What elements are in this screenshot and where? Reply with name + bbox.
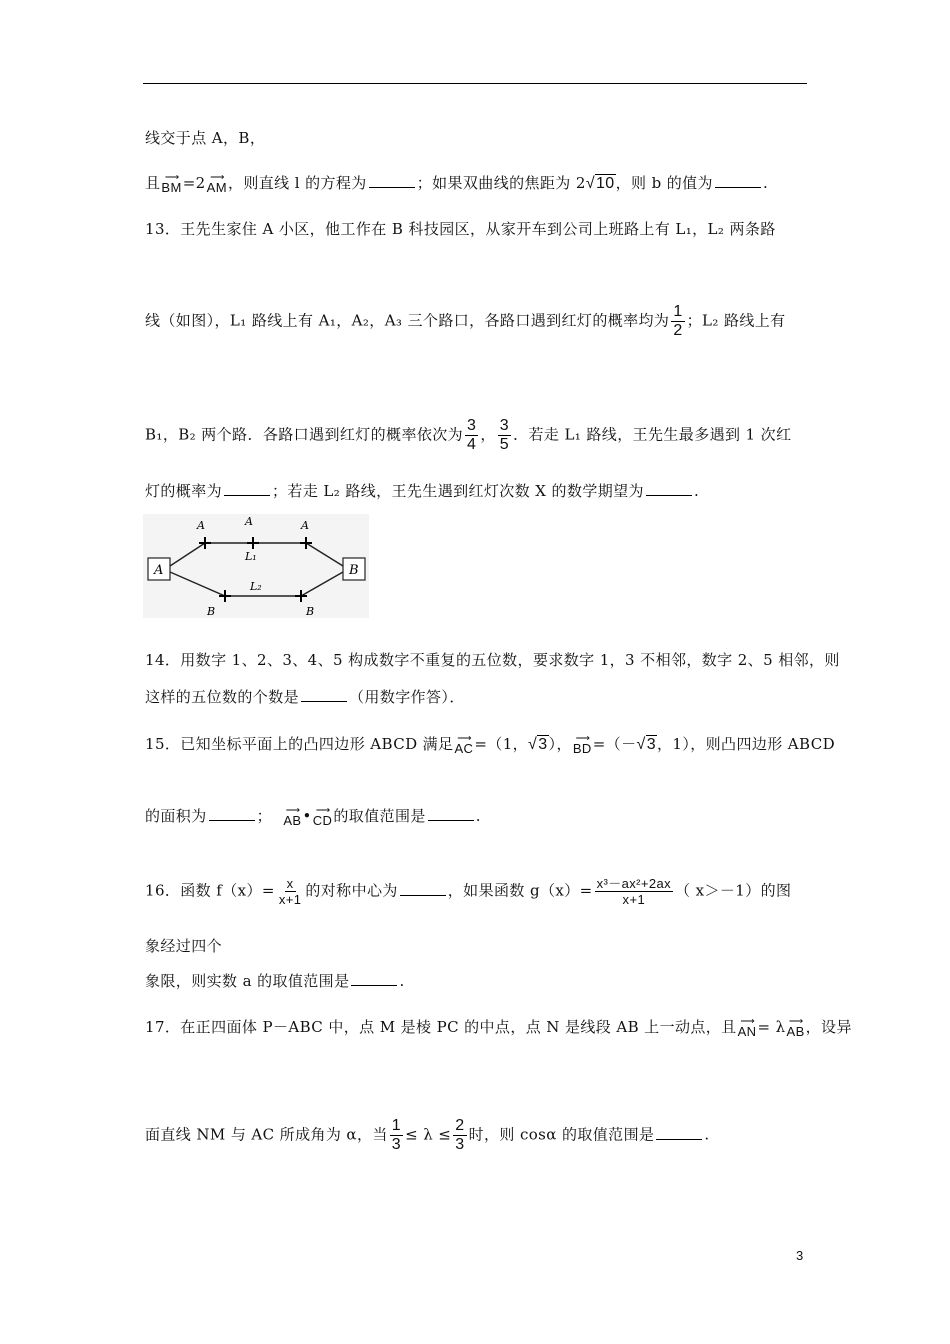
answer-blank (400, 881, 446, 896)
answer-blank (209, 806, 255, 821)
label-a2: A (245, 515, 253, 528)
answer-blank (715, 173, 761, 188)
vector-ab: ⟶ AB (786, 1016, 805, 1039)
header-rule (143, 83, 807, 84)
label-a3: A (301, 519, 309, 532)
q12-line: 且 ⟶ BM =2 ⟶ AM ，则直线 l 的方程为 ；如果双曲线的焦距为 2√10，则 b 的值为 . (145, 172, 769, 195)
answer-blank (224, 481, 270, 496)
answer-blank (646, 481, 692, 496)
vector-an: ⟶ AN (737, 1016, 757, 1039)
vector-bd: ⟶ BD (572, 733, 592, 756)
sqrt-3: √3 (636, 736, 656, 753)
answer-blank (656, 1125, 702, 1140)
q12-continuation: 线交于点 A，B， (145, 129, 266, 147)
sqrt-3: √3 (528, 736, 548, 753)
page-number: 3 (796, 1248, 804, 1263)
fraction-one-third: $\frac{1}{3}$ (391, 1117, 402, 1153)
fraction-f-x: $\frac{x}{x+1}$ (278, 876, 302, 907)
answer-blank (351, 971, 397, 986)
q16-line-3: 象限，则实数 a 的取值范围是 . (145, 972, 405, 990)
q14-line-1: 14．用数字 1、2、3、4、5 构成数字不重复的五位数，要求数字 1，3 不相邻，数字 2、5 相邻，则 (145, 651, 840, 669)
fraction-three-quarters: $\frac{3}{4}$ (467, 417, 477, 453)
label-l2: L₂ (250, 580, 262, 593)
fraction-one-half: $\frac{1}{2}$ (673, 303, 683, 339)
answer-blank (369, 173, 415, 188)
q17-line-2: 面直线 NM 与 AC 所成角为 α，当 $\frac{1}{3}$ ≤ λ ≤ $\frac{2}{3}$ 时，则 cosα 的取值范围是 . (145, 1117, 710, 1153)
q13-line-2: 线（如图），L₁ 路线上有 A₁，A₂，A₃ 三个路口，各路口遇到红灯的概率均为 $\frac{1}{2}$ ；L₂ 路线上有 (145, 303, 786, 339)
answer-blank (428, 806, 474, 821)
q13-line-4: 灯的概率为 ；若走 L₂ 路线，王先生遇到红灯次数 X 的数学期望为 . (145, 482, 700, 500)
label-l1: L₁ (245, 550, 257, 563)
vector-ab: ⟶ AB (283, 805, 302, 828)
vector-bm: ⟶ BM (161, 172, 182, 195)
q15-line-1: 15．已知坐标平面上的凸四边形 ABCD 满足 ⟶ AC =（1，√3）， ⟶ BD =（－√3，1），则凸四边形 ABCD (145, 733, 836, 756)
vector-am: ⟶ AM (206, 172, 227, 195)
label-b1: B (207, 605, 216, 618)
q15-line-2: 的面积为 ； ⟶ AB • ⟶ CD 的取值范围是 . (145, 805, 481, 828)
q13-line-3: B₁，B₂ 两个路．各路口遇到红灯的概率依次为 $\frac{3}{4}$ ， $\frac{3}{5}$ ．若走 L₁ 路线，王先生最多遇到 1 次红 (145, 417, 792, 453)
q14-line-2: 这样的五位数的个数是 （用数字作答）． (145, 688, 465, 706)
label-b2: B (306, 605, 315, 618)
q13-line-1: 13．王先生家住 A 小区，他工作在 B 科技园区，从家开车到公司上班路上有 L₁，L₂ 两条路 (145, 220, 776, 238)
answer-blank (301, 687, 347, 702)
vector-ac: ⟶ AC (454, 733, 474, 756)
q16-line-2: 象经过四个 (145, 937, 223, 955)
fraction-three-fifths: $\frac{3}{5}$ (499, 417, 510, 453)
q16-line-1: 16．函数 f（x）= $\frac{x}{x+1}$ 的对称中心为 ，如果函数 g（x）= $\frac{\text{x³－ax²+2ax}}{x+1}$ （ x＞－1）的图 (145, 876, 792, 907)
label-a1: A (197, 519, 205, 532)
q17-line-1: 17．在正四面体 P－ABC 中，点 M 是棱 PC 的中点，点 N 是线段 AB 上一动点，且 ⟶ AN = λ ⟶ AB ，设异 (145, 1016, 852, 1039)
vector-cd: ⟶ CD (312, 805, 333, 828)
sqrt-10: √10 (585, 175, 615, 192)
fraction-two-thirds: $\frac{2}{3}$ (455, 1117, 465, 1153)
fraction-g-x: $\frac{\text{x³－ax²+2ax}}{x+1}$ (596, 876, 672, 907)
node-b-label: B (349, 563, 359, 578)
route-diagram (143, 514, 369, 618)
diagram-background (143, 514, 369, 618)
node-a-label: A (154, 563, 164, 578)
